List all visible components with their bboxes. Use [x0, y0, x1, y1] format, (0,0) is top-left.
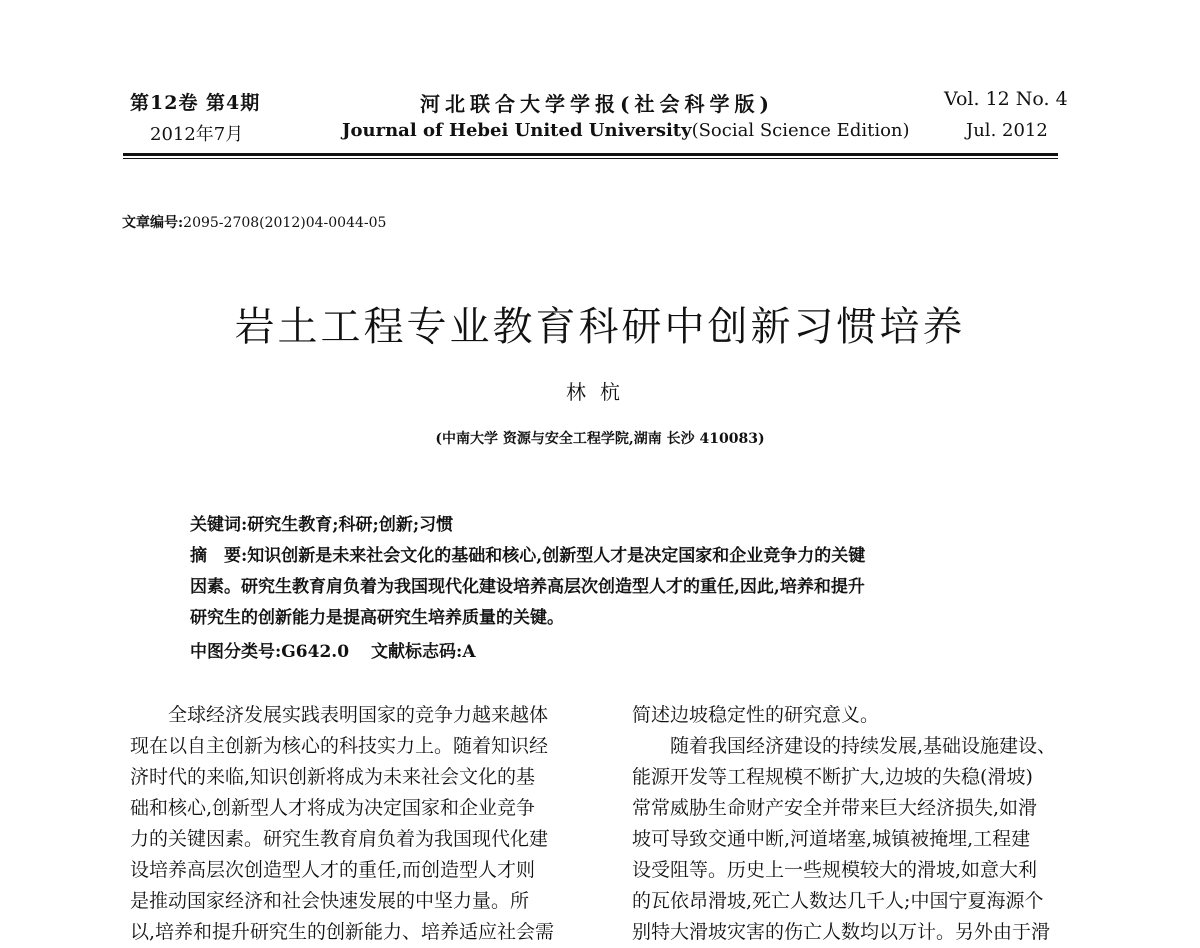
body-line: 简述边坡稳定性的研究意义。 [632, 704, 880, 726]
body-line: 随着我国经济建设的持续发展,基础设施建设、 [670, 735, 1057, 757]
volume-issue-en: Vol. 12 No. 4 [944, 88, 1068, 110]
volume-issue-cn: 第12卷 第4期 [130, 92, 261, 114]
body-line: 能源开发等工程规模不断扩大,边坡的失稳(滑坡) [632, 766, 1033, 788]
article-number-value: 2095-2708(2012)04-0044-05 [183, 215, 387, 231]
keywords-label: 关键词: [190, 515, 248, 535]
author: 林杭 [566, 380, 634, 404]
body-line: 全球经济发展实践表明国家的竞争力越来越体 [168, 704, 549, 726]
clc-value: G642.0 [281, 642, 350, 662]
header-rule-thin [123, 158, 1058, 159]
body-line: 础和核心,创新型人才将成为决定国家和企业竞争 [130, 797, 536, 819]
body-line: 现在以自主创新为核心的科技实力上。随着知识经 [130, 735, 549, 757]
page-title: 岩土工程专业教育科研中创新习惯培养 [234, 304, 966, 350]
journal-name-en: Journal of Hebei United University [342, 120, 692, 141]
article-number-label: 文章编号: [122, 215, 184, 231]
keywords [190, 510, 453, 535]
doc-code-label: 文献标志码: [371, 642, 463, 662]
body-line: 是推动国家经济和社会快速发展的中坚力量。所 [130, 890, 530, 912]
body-line: 设受阻等。历史上一些规模较大的滑坡,如意大利 [632, 859, 1038, 881]
keywords-value: 研究生教育;科研;创新;习惯 [247, 515, 454, 535]
abstract-line: 因素。研究生教育肩负着为我国现代化建设培养高层次创造型人才的重任,因此,培养和提升 [190, 577, 865, 597]
body-line: 坡可导致交通中断,河道堵塞,城镇被掩埋,工程建 [632, 828, 1031, 850]
abstract-label: 摘 要: [190, 546, 248, 566]
body-line: 力的关键因素。研究生教育肩负着为我国现代化建 [130, 828, 549, 850]
abstract-text: 知识创新是未来社会文化的基础和核心,创新型人才是决定国家和企业竞争力的关键 [247, 546, 866, 566]
date-en: Jul. 2012 [966, 120, 1048, 141]
body-line: 的瓦依昂滑坡,死亡人数达几千人;中国宁夏海源个 [632, 890, 1044, 912]
body-right-column [632, 700, 1092, 948]
body-line: 以,培养和提升研究生的创新能力、培养适应社会需 [130, 921, 555, 943]
classification [190, 637, 476, 662]
journal-edition-en: (Social Science Edition) [691, 120, 910, 141]
abstract-line: 研究生的创新能力是提高研究生培养质量的关键。 [190, 608, 564, 628]
clc-label: 中图分类号: [190, 642, 282, 662]
body-line: 设培养高层次创造型人才的重任,而创造型人才则 [130, 859, 536, 881]
body-left-column [130, 700, 590, 948]
body-line: 济时代的来临,知识创新将成为未来社会文化的基 [130, 766, 536, 788]
abstract-line [190, 541, 865, 566]
journal-title-en [342, 120, 910, 141]
date-cn: 2012年7月 [150, 124, 244, 145]
doc-code-value: A [462, 642, 476, 662]
body-line: 别特大滑坡灾害的伤亡人数均以万计。另外由于滑 [632, 921, 1051, 943]
affiliation: (中南大学 资源与安全工程学院,湖南 长沙 410083) [435, 431, 765, 447]
journal-title-cn: 河北联合大学学报(社会科学版) [420, 92, 774, 116]
article-number [122, 212, 386, 232]
body-line: 常常威胁生命财产安全并带来巨大经济损失,如滑 [632, 797, 1038, 819]
header-rule-thick [123, 153, 1058, 156]
